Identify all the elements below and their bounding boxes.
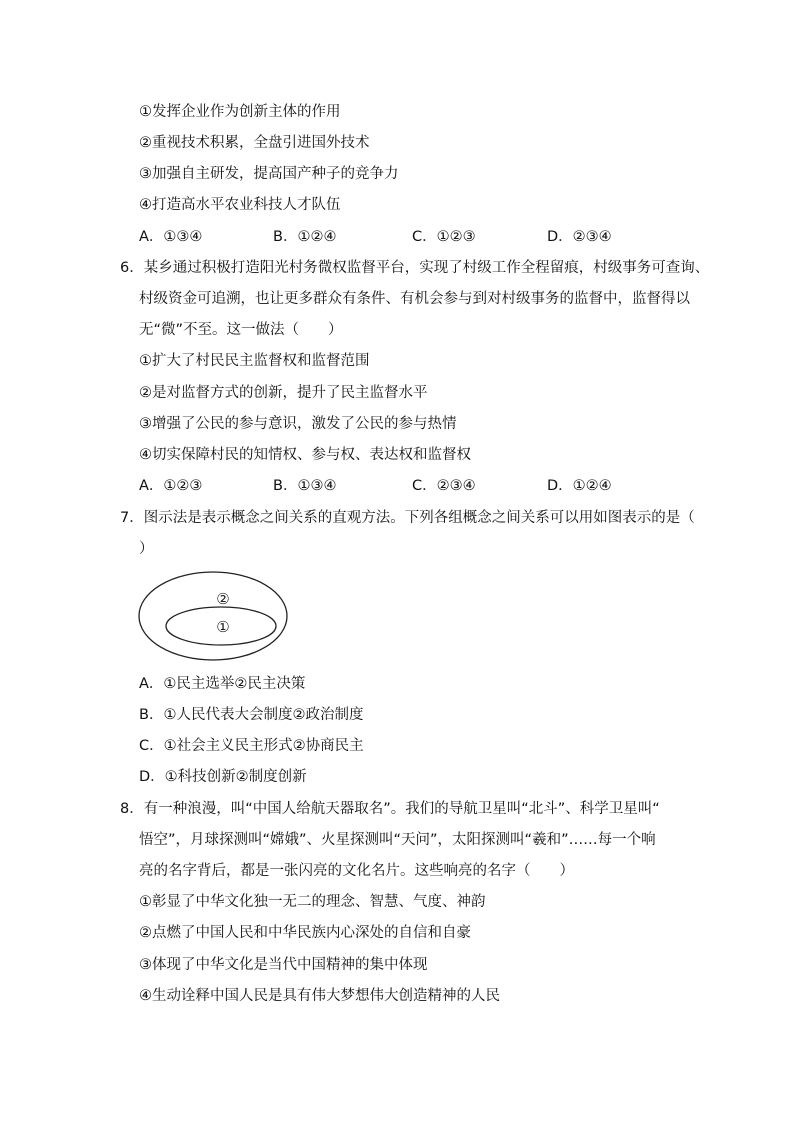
q8-stem-line-1: 8．有一种浪漫，叫“中国人给航天器取名”。我们的导航卫星叫“北斗”、科学卫星叫“ <box>120 801 660 817</box>
q6-stem-line-1: 6．某乡通过积极打造阳光村务微权监督平台，实现了村级工作全程留痕，村级事务可查询、 <box>120 260 710 276</box>
q5-option-a: A．①③④ <box>139 229 203 245</box>
q6-item-2: ②是对监督方式的创新，提升了民主监督水平 <box>139 385 428 401</box>
q6-item-1: ①扩大了村民民主监督权和监督范围 <box>139 353 370 369</box>
q6-stem-line-3: 无“微”不至。这一做法（ ） <box>139 322 343 338</box>
q5-option-d: D．②③④ <box>547 229 612 245</box>
q5-item-1: ①发挥企业作为创新主体的作用 <box>139 104 341 120</box>
q6-option-a: A．①②③ <box>139 478 203 494</box>
q7-stem-line-2: ） <box>139 541 154 557</box>
q6-option-b: B．①③④ <box>273 478 337 494</box>
q7-option-b: B．①人民代表大会制度②政治制度 <box>139 707 364 723</box>
q7-stem-line-1: 7．图示法是表示概念之间关系的直观方法。下列各组概念之间关系可以用如图表示的是（ <box>120 510 695 526</box>
q8-item-3: ③体现了中华文化是当代中国精神的集中体现 <box>139 957 428 973</box>
q8-item-4: ④生动诠释中国人民是具有伟大梦想伟大创造精神的人民 <box>139 988 500 1004</box>
q8-stem-line-2: 悟空”，月球探测叫“嫦娥”、火星探测叫“天问”，太阳探测叫“羲和”……每一个响 <box>139 832 656 848</box>
q7-option-a: A．①民主选举②民主决策 <box>139 676 306 692</box>
q6-item-4: ④切实保障村民的知情权、参与权、表达权和监督权 <box>139 447 471 463</box>
q8-stem-line-3: 亮的名字背后，都是一张闪亮的文化名片。这些响亮的名字（ ） <box>139 863 574 879</box>
q5-item-2: ②重视技术积累，全盘引进国外技术 <box>139 135 370 151</box>
q5-option-c: C．①②③ <box>412 229 476 245</box>
outer-label: ② <box>216 590 230 608</box>
inner-label: ① <box>216 618 230 636</box>
outer-ellipse <box>139 572 287 660</box>
q8-item-1: ①彰显了中华文化独一无二的理念、智慧、气度、神韵 <box>139 894 486 910</box>
q6-stem-line-2: 村级资金可追溯，也让更多群众有条件、有机会参与到对村级事务的监督中，监督得以 <box>139 291 690 307</box>
q7-option-c: C．①社会主义民主形式②协商民主 <box>139 738 364 754</box>
q7-option-d: D．①科技创新②制度创新 <box>139 769 307 785</box>
q8-item-2: ②点燃了中国人民和中华民族内心深处的自信和自豪 <box>139 925 471 941</box>
q5-item-4: ④打造高水平农业科技人才队伍 <box>139 197 341 213</box>
q6-option-d: D．①②④ <box>547 478 612 494</box>
q5-option-b: B．①②④ <box>273 229 337 245</box>
q6-item-3: ③增强了公民的参与意识，激发了公民的参与热情 <box>139 416 457 432</box>
nested-ellipse-diagram <box>137 570 289 662</box>
q5-item-3: ③加强自主研发，提高国产种子的竞争力 <box>139 166 399 182</box>
q6-option-c: C．②③④ <box>412 478 476 494</box>
